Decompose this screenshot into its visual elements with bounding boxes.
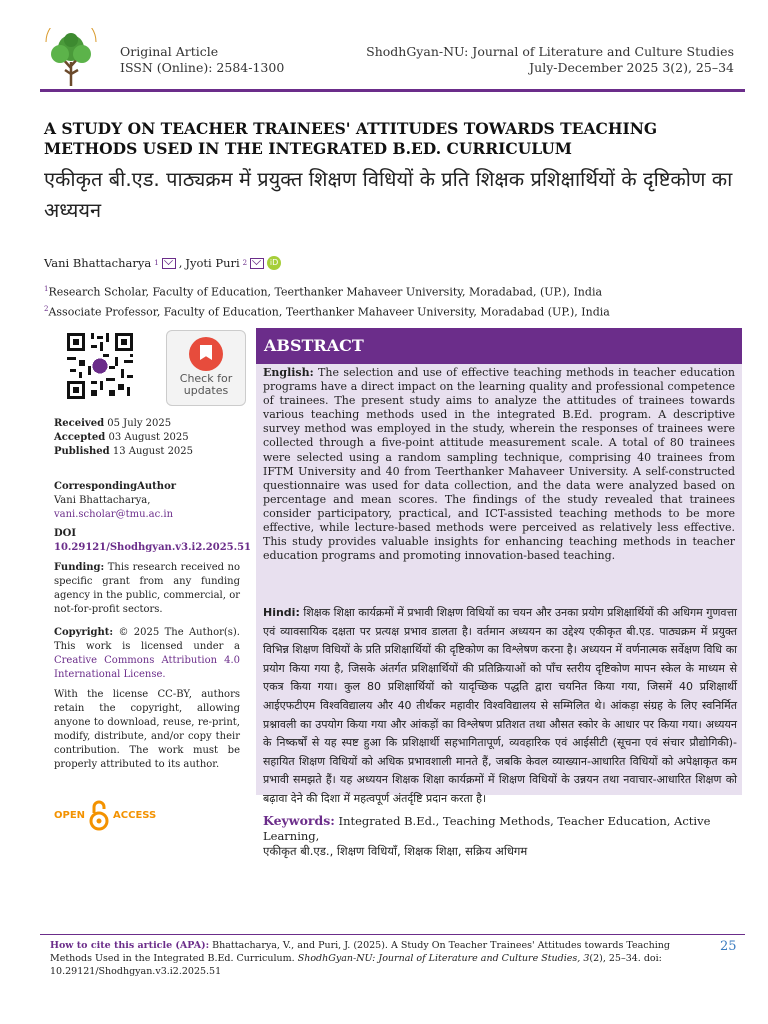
author-list (44, 256, 281, 270)
corresponding-email-link[interactable]: vani.scholar@tmu.ac.in (54, 509, 174, 520)
journal-logo (40, 28, 102, 88)
open-lock-icon (89, 799, 109, 831)
issue-info: July-December 2025 3(2), 25–34 (529, 60, 734, 75)
open-access-left: OPEN (54, 809, 86, 821)
doi-block (54, 527, 252, 555)
author-sup: 2 (242, 259, 248, 267)
header-right (366, 44, 734, 76)
keywords-label: Keywords: (263, 813, 335, 828)
article-type: Original Article (120, 44, 219, 59)
citation-tail: (2), 25–34. doi: 10.29121/Shodhgyan.v3.i2.2025.51 (50, 953, 662, 977)
author-sup: 1 (154, 259, 159, 267)
affiliation-1: $^1$Research Scholar, Faculty of Education, Teerthanker Mahaveer University, Moradabad, (UP.), India (44, 285, 603, 299)
citation-journal: ShodhGyan-NU: Journal of Literature and Culture Studies, 3 (297, 953, 590, 964)
check-updates-line1: Check for (179, 372, 233, 385)
affiliations (44, 281, 610, 320)
affiliation-2: $^2$Associate Professor, Faculty of Education, Teerthanker Mahaveer University, Moradabad (UP.), India (44, 304, 610, 319)
abstract-heading: ABSTRACT (256, 328, 742, 364)
citation-text: Bhattacharya, V., and Puri, J. (2025). A Study On Teacher Trainees' Attitudes towards Teaching Methods Used in the Integrated B.Ed. Curriculum. (50, 940, 670, 964)
corresponding-label: CorrespondingAuthor (54, 481, 177, 492)
open-access-badge (54, 799, 156, 831)
citation (50, 939, 680, 978)
open-access-right: ACCESS (113, 809, 157, 821)
author-name[interactable]: Vani Bhattacharya (44, 256, 152, 270)
article-dates (54, 417, 240, 459)
author-name[interactable]: Jyoti Puri (185, 256, 240, 270)
email-icon[interactable] (250, 258, 264, 269)
check-updates-line2: updates (183, 384, 229, 397)
doi-link[interactable]: 10.29121/Shodhgyan.v3.i2.2025.51 (54, 542, 252, 553)
received-date: Received 05 July 2025 (54, 418, 172, 429)
header-left (120, 44, 284, 76)
accepted-date: Accepted 03 August 2025 (54, 432, 189, 443)
title-hindi: एकीकृत बी.एड. पाठ्यक्रम में प्रयुक्त शिक्षण विधियों के प्रति शिक्षक प्रशिक्षार्थियों के दृष्टिकोण का अध्ययन (44, 167, 733, 222)
page-number: 25 (720, 939, 737, 954)
abstract-english: English: The selection and use of effective teaching methods in teacher education programs have a direct impact on the learning quality and professional competence of trainees. The present study aims to analyze the attitudes of trainees towards various teaching methods used in the integrated B.Ed. program. A descriptive survey method was employed in the study, wherein the responses of trainees were collected through a five-point attitude measurement scale. A total of 80 trainees were selected using a random sampling technique, comprising 40 trainees from IFTM University and 40 from Teerthanker Mahaveer University. A self-constructed questionnaire was used for data collection, and the data were analyzed based on percentage and mean scores. The findings of the study revealed that trainees consider participatory, practical, and ICT-assisted teaching methods to be more effective, while lecture-based methods were perceived as relatively less effective. This study provides valuable insights for enhancing teaching methods in teacher education programs and promoting innovation-based teaching. (263, 366, 735, 563)
keywords-hindi: एकीकृत बी.एड., शिक्षण विधियाँ, शिक्षक शिक्षा, सक्रिय अधिगम (263, 844, 528, 858)
issn: ISSN (Online): 2584-1300 (120, 60, 285, 75)
keywords-english: Integrated B.Ed., Teaching Methods, Teacher Education, Active Learning, (263, 814, 711, 843)
email-icon[interactable] (162, 258, 176, 269)
title-english: A STUDY ON TEACHER TRAINEES' ATTITUDES TOWARDS TEACHING METHODS USED IN THE INTEGRATED B.ED. CURRICULUM (44, 119, 658, 158)
header-divider (40, 89, 745, 92)
doi-label: DOI (54, 528, 77, 539)
bookmark-icon (189, 337, 223, 371)
license-text: With the license CC-BY, authors retain the copyright, allowing anyone to download, reuse, re-print, modify, distribute, and/or copy their contribution. The work must be properly attributed to its author. (54, 689, 240, 770)
corresponding-author (54, 480, 240, 522)
author-separator: , (178, 256, 183, 270)
published-date: Published 13 August 2025 (54, 446, 194, 457)
license-link[interactable]: Creative Commons Attribution 4.0 International License. (54, 655, 240, 680)
abstract-hindi: Hindi: शिक्षक शिक्षा कार्यक्रमों में प्रभावी शिक्षण विधियों का चयन और उनका प्रयोग प्रशिक्षार्थियों की अधिगम गुणवत्ता एवं व्यावसायिक दक्षता पर प्रत्यक्ष प्रभाव डालता है। वर्तमान अध्ययन का उद्देश्य एकीकृत बी.एड. पाठ्यक्रम में प्रयुक्त विभिन्न शिक्षण विधियों के प्रति प्रशिक्षार्थियों की दृष्टिकोण का विश्लेषण करना है। अध्ययन में वर्णनात्मक सर्वेक्षण विधि का प्रयोग किया गया है, जिसके अंतर्गत प्रशिक्षार्थियों की प्रतिक्रियाओं को पाँच स्तरीय दृष्टिकोण मापन स्केल के माध्यम से एकत्र किया गया। कुल 80 प्रशिक्षार्थियों को यादृच्छिक पद्धति द्वारा चयनित किया गया, जिसमें 40 प्रशिक्षार्थी आईएफटीएम विश्वविद्यालय और 40 तीर्थंकर महावीर विश्वविद्यालय से सम्मिलित थे। आंकड़ा संग्रह के लिए स्वनिर्मित प्रश्नावली का उपयोग किया गया और आंकड़ों का विश्लेषण प्रतिशत तथा औसत स्कोर के आधार पर किया गया। अध्ययन के निष्कर्षों से यह स्पष्ट हुआ कि प्रशिक्षार्थी सहभागितापूर्ण, व्यवहारिक एवं आईसीटी (सूचना एवं संचार प्रौद्योगिकी)-सहायित शिक्षण विधियों को अधिक प्रभावशाली मानते हैं, जबकि केवल व्याख्यान-आधारित विधियों को अपेक्षाकृत कम प्रभावी समझते हैं। यह अध्ययन शिक्षक शिक्षा कार्यक्रमों में शिक्षण विधियों के उन्नयन तथा नवाचार-आधारित शिक्षण को बढ़ावा देने की दिशा में महत्वपूर्ण अंतर्दृष्टि प्रदान करता है। (263, 606, 737, 805)
orcid-icon[interactable]: iD (267, 256, 281, 270)
copyright-statement: Copyright: © 2025 The Author(s). This work is licensed under a Creative Commons Attribution 4.0 International License. (54, 627, 240, 680)
citation-label: How to cite this article (APA): (50, 940, 210, 951)
qr-code[interactable] (64, 330, 136, 402)
corresponding-name: Vani Bhattacharya, (54, 495, 151, 506)
keywords (263, 813, 743, 859)
funding-statement: Funding: This research received no specific grant from any funding agency in the public, commercial, or not-for-profit sectors. (54, 562, 240, 615)
journal-name: ShodhGyan-NU: Journal of Literature and Culture Studies (366, 44, 734, 59)
footer-divider (40, 934, 745, 935)
check-for-updates-button[interactable] (166, 330, 246, 406)
